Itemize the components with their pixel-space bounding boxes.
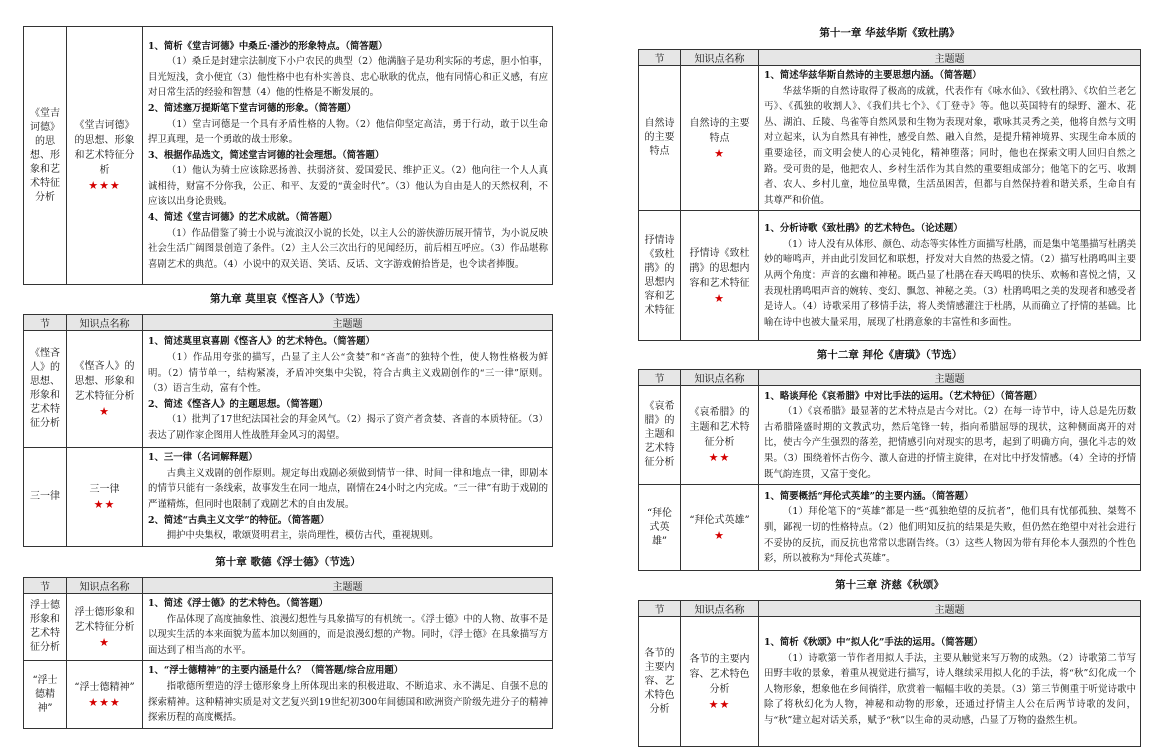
topic-cell — [143, 661, 553, 728]
section-cell: “浮士德精神” — [24, 661, 67, 728]
topic-cell — [759, 211, 1141, 341]
table-row — [639, 66, 1141, 211]
col-header: 主题题 — [143, 315, 553, 331]
knowledge-cell — [67, 27, 143, 285]
left-column — [23, 0, 553, 729]
col-header: 主题题 — [759, 50, 1141, 66]
answer: 华兹华斯的自然诗取得了极高的成就，代表作有《咏水仙》、《致杜鹃》、《坎伯兰老乞丐》、《孤独的收割人》、《我们共七个》、《丁登寺》等。他以英国特有的绿野、灌木、花丛、湖泊、丘陵、鸟雀等自然风景和生物为表现对象，歌咏其灵秀之美，他将自然与文明对立起来，认为自然具有神性，感受自然、融入自然，是提升精神境界、实现生命本质的重要途径，而文明会使人的心灵钝化，精神堕落；同时，他也在探索文明人回归自然之路。受可贵的是，他把农人、乡村生活作为其自然的重要组成部分；他笔下的乞丐、收割者、农人、乡村儿童，地位虽卑微，生活虽困苦，但都与自然保持着和谐关系，生命自有其尊严和价值。 — [764, 85, 1136, 206]
knowledge-cell — [681, 485, 759, 571]
table-row — [24, 448, 553, 547]
answer: （1）批判了17世纪法国社会的拜金风气。（2）揭示了资产者贪婪、吝啬的本质特征。（3）表达了剧作家企图用人性战胜拜金风习的渴望。 — [148, 414, 548, 441]
question: 1、简述《浮士德》的艺术特色。（简答题） — [148, 598, 328, 609]
importance-stars: ★ — [714, 291, 725, 305]
question: 2、简述“古典主义文学”的特征。（简答题） — [148, 514, 330, 526]
knowledge-label: 抒情诗《致杜鹃》的思想内容和艺术特征 — [689, 247, 750, 289]
col-header: 节 — [639, 370, 681, 386]
table-header-row — [639, 370, 1141, 386]
col-header: 知识点名称 — [67, 315, 143, 331]
topic-cell — [759, 485, 1141, 571]
col-header: 知识点名称 — [681, 370, 759, 386]
answer: 拥护中央集权，歌颂贤明君主，崇尚理性，模仿古代，重视规则。 — [166, 530, 439, 542]
topic-cell — [143, 331, 553, 448]
answer: （1）《哀希腊》最显著的艺术特点是古今对比。（2）在每一诗节中，诗人总是先历数古希腊隆盛时期的文教武功，然后笔锋一转，指向希腊屈辱的现状，这种侧面离开的对比，使古今产生强烈的落差，把情感引向对现实的思考，起到了明确方向，强化斗志的效果。（3）围绕着怀古伤今、激人奋进的抒情主旋律，在对比中抒发情感。（4）全诗的抒情既气韵连贯，又富于变化。 — [764, 406, 1136, 480]
topic-cell — [143, 594, 553, 661]
importance-stars: ★ — [714, 146, 725, 160]
question: 1、略谈拜伦《哀希腊》中对比手法的运用。（艺术特征）（简答题） — [764, 390, 1043, 402]
col-header: 主题题 — [759, 601, 1141, 617]
importance-stars: ★ — [99, 635, 110, 649]
knowledge-cell — [67, 448, 143, 547]
table-don-quixote — [23, 26, 553, 285]
knowledge-label: 各节的主要内容、艺术特色分析 — [689, 653, 750, 695]
section-cell: 《悭吝人》的思想、形象和艺术特征分析 — [24, 331, 67, 448]
section-cell: 三一律 — [24, 448, 67, 547]
col-header: 知识点名称 — [681, 601, 759, 617]
topic-cell — [143, 27, 553, 285]
table-chapter-13 — [638, 600, 1141, 747]
knowledge-label: 《哀希腊》的主题和艺术特征分析 — [689, 407, 750, 449]
col-header: 主题题 — [759, 370, 1141, 386]
answer: 古典主义戏剧的创作原则。规定每出戏剧必须做到情节一律、时间一律和地点一律，即剧本的情节只能有一条线索，故事发生在同一地点，剧情在24小时之内完成。“三一律”有助于戏剧的严谨精炼，但同时也限制了戏剧艺术的自由发展。 — [148, 467, 548, 510]
knowledge-label: 《悭吝人》的思想、形象和艺术特征分析 — [74, 361, 135, 402]
section-cell: 抒情诗《致杜鹃》的思想内容和艺术特征 — [639, 211, 681, 341]
question: 1、简要概括“拜伦式英雄”的主要内涵。（简答题） — [764, 490, 974, 502]
topic-cell — [143, 448, 553, 547]
question: 1、三一律（名词解释题） — [148, 452, 258, 464]
question: 2、简述《悭吝人》的主题思想。（简答题） — [148, 398, 328, 410]
col-header: 知识点名称 — [67, 578, 143, 594]
chapter-title: 第十三章 济慈《秋颂》 — [835, 579, 944, 592]
table-chapter-9 — [23, 314, 553, 547]
answer: 作品体现了高度抽象性、浪漫幻想性与具象描写的有机统一。《浮士德》中的人物、故事不是以现实生活的本来面貌为蓝本加以刻画的，而是浪漫幻想的产物。同时，《浮士德》在具象描写方面达到了相当高的水平。 — [148, 613, 548, 656]
section-cell: 自然诗的主要特点 — [639, 66, 681, 211]
answer: （1）堂吉诃德是一个具有矛盾性格的人物。（2）他信仰坚定高洁，勇于行动，敢于以生命捍卫真理，是一个勇敢的战士形象。 — [148, 118, 548, 146]
importance-stars: ★ — [714, 528, 725, 542]
question: 1、简析《秋颂》中“拟人化”手法的运用。（简答题） — [764, 637, 983, 649]
question: 3、根据作品选文，简述堂吉诃德的社会理想。（简答题） — [148, 149, 385, 161]
chapter-title: 第九章 莫里哀《悭吝人》（节选） — [210, 293, 366, 305]
knowledge-cell — [67, 594, 143, 661]
importance-stars: ★★ — [93, 498, 116, 511]
question: 2、简述塞万提斯笔下堂吉诃德的形象。（简答题） — [148, 102, 357, 114]
section-cell: 浮士德形象和艺术特征分析 — [24, 594, 67, 661]
question: 1、简述莫里哀喜剧《悭吝人》的艺术特色。（简答题） — [148, 336, 375, 348]
knowledge-cell — [681, 617, 759, 747]
section-cell: “拜伦式英雄” — [639, 485, 681, 571]
answer: （1）他认为骑士应该除恶扬善、扶弱济贫、爱国爱民、维护正义。（2）他向往一个人人真诚相待，财富不分你我，公正、和平、友爱的“黄金时代”。（3）他认为自由是人的天然权利，不应该以出身论贵贱。 — [148, 165, 548, 208]
col-header: 节 — [639, 601, 681, 617]
importance-stars: ★★★ — [88, 179, 121, 192]
topic-cell — [759, 386, 1141, 485]
answer: 指歌德所塑造的浮士德形象身上所体现出来的积极进取、不断追求、永不满足、自强不息的探索精神。这种精神实质是对文艺复兴到19世纪初300年间德国和欧洲资产阶级先进分子的精神探索历程的高度概括。 — [148, 680, 548, 724]
col-header: 节 — [639, 50, 681, 66]
table-header-row — [24, 578, 553, 594]
table-row — [24, 594, 553, 661]
col-header: 主题题 — [143, 578, 553, 594]
col-header: 节 — [24, 315, 67, 331]
section-cell: 《哀希腊》的主题和艺术特征分析 — [639, 386, 681, 485]
answer: （1）作品用夸张的描写，凸显了主人公“贪婪”和“吝啬”的独特个性，使人物性格极为鲜明。（2）情节单一，结构紧凑，矛盾冲突集中尖锐，符合古典主义戏剧创作的“三一律”原则。（3）语言生动，富有个性。 — [148, 352, 548, 395]
topic-cell — [759, 66, 1141, 211]
chapter-title: 第十二章 拜伦《唐璜》（节选） — [816, 349, 963, 362]
col-header: 知识点名称 — [681, 50, 759, 66]
answer: （1）诗人没有从体形、颜色、动态等实体性方面描写杜鹃，而是集中笔墨描写杜鹃美妙的啼鸣声，并由此引发回忆和联想，抒发对大自然的热爱之情。（2）描写杜鹃鸣叫主要从两个角度：声音的玄幽和神秘。既凸显了杜鹃在春天鸣唱的快乐、欢畅和喜悦之情，又表现杜鹃鸣唱声音的婉转、变幻、飘忽、神秘之美。（3）杜鹃鸣唱之美的发现者和感受者是诗人。（4）诗歌采用了移情手法，将人类情感灌注于杜鹃，从而确立了抒情的基础。比喻在诗中也被大量采用，展现了杜鹃意象的丰富性和多面性。 — [764, 238, 1136, 328]
table-header-row — [24, 315, 553, 331]
importance-stars: ★★ — [708, 451, 731, 465]
knowledge-label: “浮士德精神” — [74, 681, 135, 693]
knowledge-label: “拜伦式英雄” — [689, 514, 750, 526]
table-chapter-10 — [23, 577, 553, 729]
knowledge-label: 自然诗的主要特点 — [689, 117, 750, 144]
knowledge-label: 《堂吉诃德》的思想、形象和艺术特征分析 — [74, 120, 135, 176]
chapter-title: 第十一章 华兹华斯《致杜鹃》 — [819, 27, 960, 39]
answer: （1）桑丘是封建宗法制度下小户农民的典型（2）他满脑子是功利实际的考虑，胆小怕事，目光短浅，贪小便宜（3）他性格中也有朴实善良、忠心耿耿的优点，他有同情心和正义感，有应对日常生活的经验和智慧（4）他的性格是不断发展的。 — [148, 56, 548, 99]
table-row — [639, 386, 1141, 485]
table-row — [24, 331, 553, 448]
knowledge-cell — [67, 331, 143, 448]
table-row — [24, 27, 553, 285]
right-column — [638, 0, 1141, 747]
table-row — [639, 617, 1141, 747]
question: 1、“浮士德精神”的主要内涵是什么？（简答题/综合应用题） — [148, 665, 404, 677]
knowledge-cell — [681, 66, 759, 211]
chapter-title: 第十章 歌德《浮士德》（节选） — [215, 556, 361, 568]
question: 1、分析诗歌《致杜鹃》的艺术特色。（论述题） — [764, 223, 963, 235]
table-chapter-12 — [638, 369, 1141, 571]
importance-stars: ★ — [99, 405, 110, 418]
knowledge-cell — [681, 211, 759, 341]
section-cell: 《堂吉诃德》的思想、形象和艺术特征分析 — [24, 27, 67, 285]
question: 4、简述《堂吉诃德》的艺术成就。（简答题） — [148, 212, 338, 224]
knowledge-cell — [681, 386, 759, 485]
table-row — [24, 661, 553, 728]
question: 1、简析《堂吉诃德》中桑丘·潘沙的形象特点。（简答题） — [148, 40, 388, 52]
table-header-row — [639, 601, 1141, 617]
knowledge-cell — [67, 661, 143, 728]
topic-cell — [759, 617, 1141, 747]
knowledge-label: 三一律 — [89, 484, 120, 495]
table-row — [639, 211, 1141, 341]
answer: （1）作品借鉴了骑士小说与流浪汉小说的长处，以主人公的游侠游历展开情节，为小说反映社会生活广阔图景创造了条件。（2）主人公三次出行的见闻经历，前后相互呼应。（3）作品堪称喜剧艺术的典范。（4）小说中的双关语、笑话、反话、文字游戏俯拾皆是，也令读者捧腹。 — [148, 227, 548, 270]
importance-stars: ★★ — [708, 697, 731, 711]
answer: （1）拜伦笔下的“英雄”都是一些“孤独绝望的反抗者”，他们具有忧郁孤独、桀骜不驯，鄙视一切的性格特点。（2）他们明知反抗的结果是失败，但仍然在绝望中对社会进行不妥协的反抗，而反抗也常常以悲剧告终。（3）这些人物因为带有拜伦本人强烈的个性色彩，所以被称为“拜伦式英雄”。 — [764, 506, 1136, 565]
table-header-row — [639, 50, 1141, 66]
question: 1、简述华兹华斯自然诗的主要思想内涵。（简答题） — [764, 70, 982, 81]
knowledge-label: 浮士德形象和艺术特征分析 — [74, 606, 135, 633]
col-header: 节 — [24, 578, 67, 594]
table-row — [639, 485, 1141, 571]
importance-stars: ★★★ — [88, 695, 121, 709]
table-chapter-11 — [638, 49, 1141, 341]
answer: （1）诗歌第一节作者用拟人手法，主要从触觉来写万物的成熟。（2）诗歌第二节写田野丰收的景象，着重从视觉进行描写，诗人继续采用拟人化的手法，将“秋”幻化成一个人物形象，想象他在乡间徜徉，欣赏着一幅幅丰收的美景。（3）第三节侧重于听觉诗歌中除了将秋幻化为人物，神秘和动物的形象，还通过抒情主人公在后两节诗歌的发问，与“秋”建立起对话关系，赋予“秋”以生命的灵动感，凸显了万物的盎然生机。 — [764, 652, 1136, 727]
section-cell: 各节的主要内容、艺术特色分析 — [639, 617, 681, 747]
